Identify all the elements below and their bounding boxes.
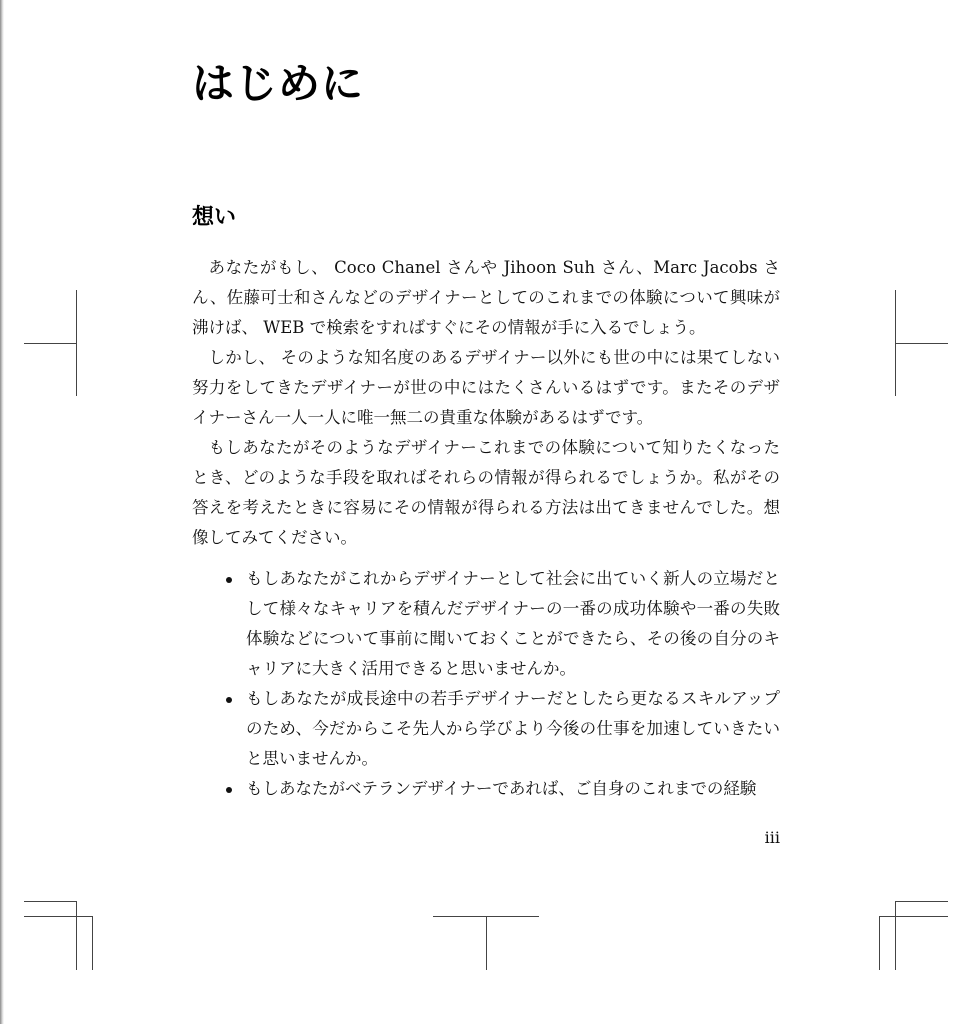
list-item <box>246 684 780 774</box>
list-item-text: もしあなたがベテランデザイナーであれば、ご自身のこれまでの経験 <box>246 779 757 798</box>
list-item-text: もしあなたがこれからデザイナーとして社会に出ていく新人の立場だとして様々なキャリアを積んだデザイナーの一番の成功体験や一番の失敗体験などについて事前に聞いておくことができたら、その後の自分のキャリアに大きく活用できると思いませんか。 <box>246 569 780 678</box>
bullet-list <box>192 564 780 804</box>
crop-mark <box>76 901 77 970</box>
crop-mark <box>486 916 487 970</box>
body-text <box>192 253 780 804</box>
page-edge-shadow <box>0 0 4 1024</box>
section-title: 想い <box>192 205 237 230</box>
bullet-icon <box>226 787 232 793</box>
list-item-text: もしあなたが成長途中の若手デザイナーだとしたら更なるスキルアップのため、今だからこそ先人から学びより今後の仕事を加速していきたいと思いませんか。 <box>246 689 780 768</box>
crop-mark <box>895 343 948 344</box>
page-number: iii <box>764 828 780 847</box>
bullet-icon <box>226 697 232 703</box>
chapter-title: はじめに <box>192 59 365 108</box>
crop-mark <box>24 343 77 344</box>
crop-mark <box>92 916 93 970</box>
list-item <box>246 774 780 804</box>
paragraph: もしあなたがそのようなデザイナーこれまでの体験について知りたくなったとき、どのような手段を取ればそれらの情報が得られるでしょうか。私がその答えを考えたときに容易にその情報が得られる方法は出てきませんでした。想像してみてください。 <box>192 438 780 547</box>
crop-mark <box>895 290 896 396</box>
crop-mark <box>879 916 948 917</box>
crop-mark <box>895 901 948 902</box>
crop-mark <box>24 901 77 902</box>
crop-mark <box>895 901 896 970</box>
crop-mark <box>76 290 77 396</box>
crop-mark <box>879 916 880 970</box>
paragraph: あなたがもし、 Coco Chanel さんや Jihoon Suh さん、Marc Jacobs さん、佐藤可士和さんなどのデザイナーとしてのこれまでの体験について興味が沸けば、 WEB で検索をすればすぐにその情報が手に入るでしょう。 <box>192 258 780 337</box>
crop-mark <box>24 916 93 917</box>
list-item <box>246 564 780 684</box>
bullet-icon <box>226 577 232 583</box>
paragraph: しかし、 そのような知名度のあるデザイナー以外にも世の中には果てしない努力をしてきたデザイナーが世の中にはたくさんいるはずです。またそのデザイナーさん一人一人に唯一無二の貴重な体験があるはずです。 <box>192 348 780 427</box>
